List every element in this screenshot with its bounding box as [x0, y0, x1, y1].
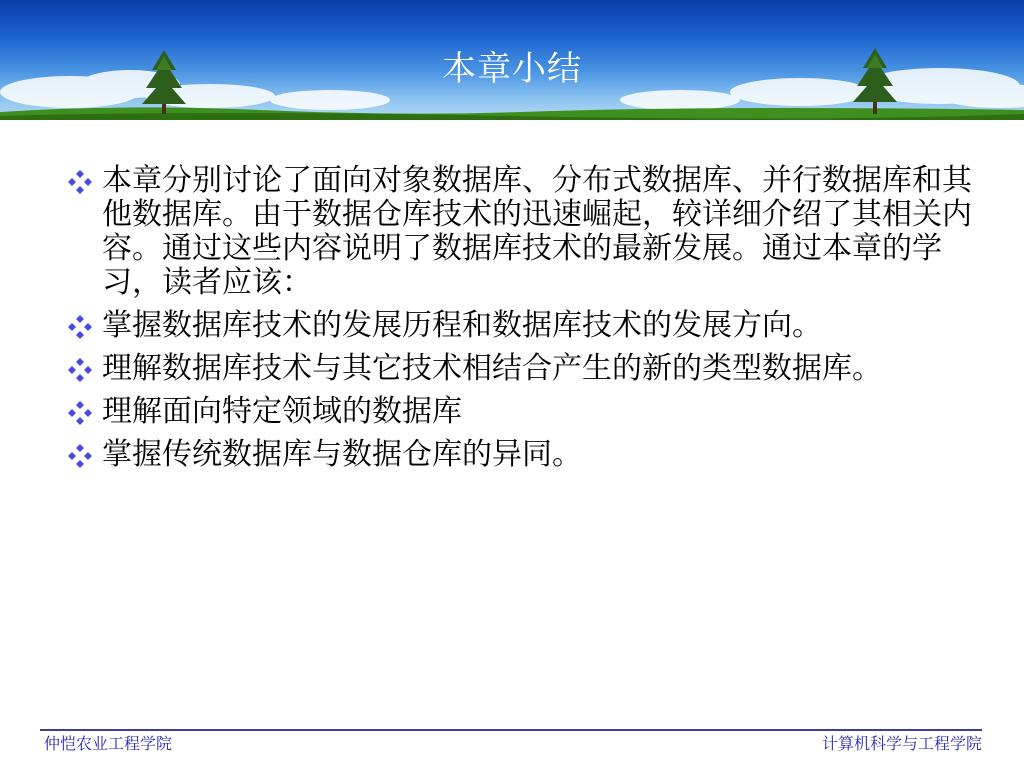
bullet-text: 本章分别讨论了面向对象数据库、分布式数据库、并行数据库和其他数据库。由于数据仓库技术的迅速崛起，较详细介绍了其相关内容。通过这些内容说明了数据库技术的最新发展。通过本章的学习，读者应该： [102, 163, 972, 300]
bullet-text: 掌握传统数据库与数据仓库的异同。 [102, 437, 582, 472]
footer-institution: 仲恺农业工程学院 [44, 734, 173, 753]
header-banner [0, 0, 1024, 120]
diamond-bullet-icon [66, 168, 94, 196]
diamond-bullet-icon [66, 399, 94, 427]
bullet-list [66, 164, 986, 481]
diamond-bullet-icon [66, 356, 94, 384]
bullet-item-history [66, 309, 986, 343]
bullet-text: 理解数据库技术与其它技术相结合产生的新的类型数据库。 [102, 351, 882, 386]
bullet-text: 理解面向特定领域的数据库 [102, 394, 462, 429]
bullet-item-summary [66, 164, 992, 300]
diamond-bullet-icon [66, 313, 94, 341]
bullet-item-domain [66, 395, 986, 429]
bullet-text: 掌握数据库技术的发展历程和数据库技术的发展方向。 [102, 308, 822, 343]
slide-title: 本章小结 [442, 49, 582, 89]
bullet-item-warehouse [66, 438, 986, 472]
bullet-item-combined [66, 352, 986, 386]
footer-department: 计算机科学与工程学院 [821, 734, 982, 753]
footer-divider [40, 729, 982, 731]
diamond-bullet-icon [66, 442, 94, 470]
